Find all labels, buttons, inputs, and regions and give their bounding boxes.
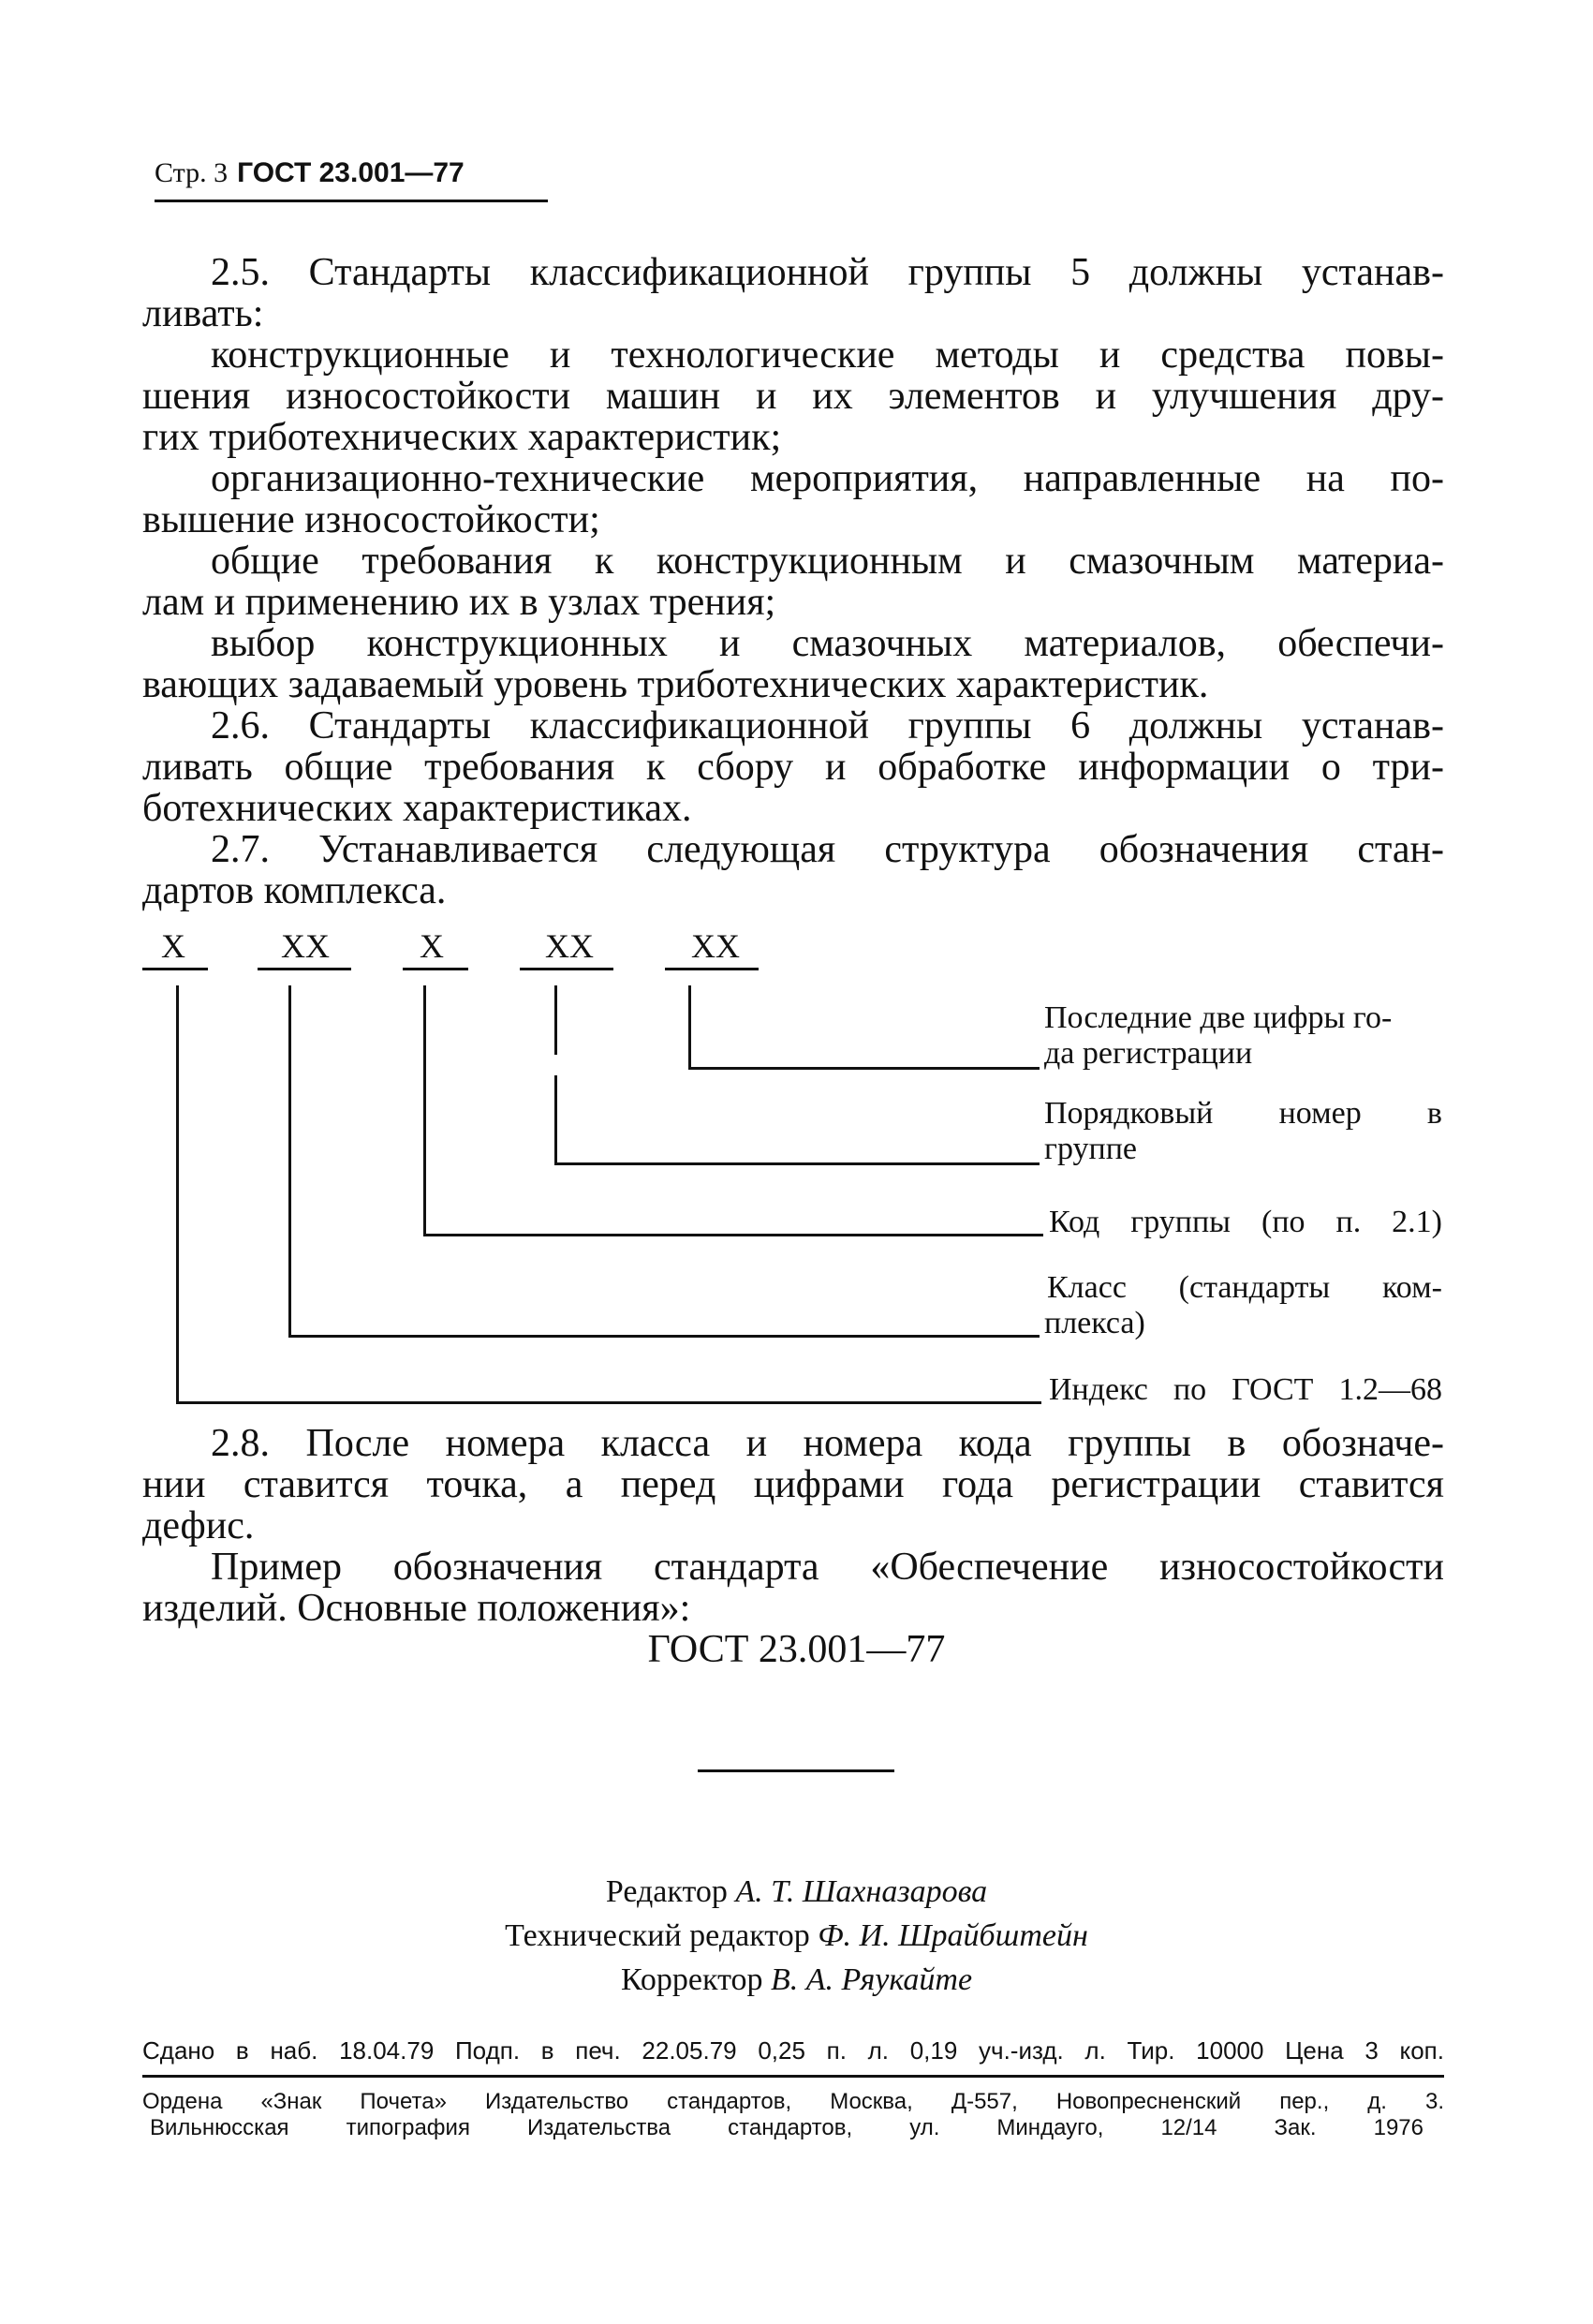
- scheme-underline: [665, 968, 759, 970]
- scheme-leader: [688, 1067, 1040, 1070]
- scheme-code-year: ХХ: [691, 927, 740, 965]
- scheme-connector: [688, 985, 691, 1070]
- page-number: Стр. 3: [155, 157, 229, 188]
- standard-number: ГОСТ 23.001—77: [237, 157, 465, 188]
- scheme-label-index: Индекс по ГОСТ 1.2—68: [1049, 1372, 1442, 1407]
- scheme-label-year: да регистрации: [1044, 1036, 1253, 1071]
- scheme-label-group: Код группы (по п. 2.1): [1049, 1205, 1442, 1239]
- section-separator: [698, 1769, 894, 1772]
- scheme-leader: [288, 1335, 1040, 1338]
- scheme-leader: [554, 1162, 1040, 1165]
- scheme-underline: [403, 968, 468, 970]
- scheme-connector: [423, 985, 426, 1236]
- scheme-label-class: Класс (стандарты ком-: [1047, 1270, 1442, 1305]
- paragraph-2-8-line: нии ставится точка, а перед цифрами года регистрации ставится: [142, 1463, 1444, 1506]
- paragraph-2-5-line: ливать:: [142, 292, 264, 335]
- paragraph-2-5-line: конструкционные и технологические методы и средства повы-: [211, 333, 1444, 377]
- scheme-leader: [423, 1234, 1043, 1236]
- imprint-line: Сдано в наб. 18.04.79 Подп. в печ. 22.05.79 0,25 п. л. 0,19 уч.-изд. л. Тир. 10000 Цена 3 коп.: [142, 2036, 1444, 2065]
- scheme-underline: [520, 968, 613, 970]
- paragraph-2-5-line: гих триботехнических характеристик;: [142, 416, 782, 459]
- credit-editor-label: Редактор: [605, 1874, 728, 1909]
- credit-editor-name: А. Т. Шахназарова: [735, 1874, 988, 1909]
- scheme-label-class: плекса): [1044, 1306, 1145, 1340]
- paragraph-2-7-line: дартов комплекса.: [142, 869, 447, 912]
- scheme-connector: [176, 985, 179, 1404]
- example-line: Пример обозначения стандарта «Обеспечение износостойкости: [211, 1546, 1444, 1589]
- paragraph-2-8-line: 2.8. После номера класса и номера кода группы в обозначе-: [211, 1422, 1444, 1465]
- paragraph-2-5-line: шения износостойкости машин и их элементов и улучшения дру-: [142, 375, 1444, 418]
- scheme-leader: [176, 1401, 1041, 1404]
- paragraph-2-6-line: ботехнических характеристиках.: [142, 787, 692, 830]
- example-line: изделий. Основные положения»:: [142, 1587, 691, 1630]
- scheme-label-order: Порядковый номер в: [1044, 1096, 1442, 1131]
- credit-tech-label: Технический редактор: [505, 1918, 810, 1953]
- scheme-connector: [554, 1075, 557, 1165]
- scheme-code-class: ХХ: [281, 927, 330, 965]
- paragraph-2-6-line: 2.6. Стандарты классификационной группы 6 должны устанав-: [211, 704, 1444, 748]
- scheme-label-order: группе: [1044, 1132, 1137, 1166]
- scheme-code-group: Х: [420, 927, 444, 965]
- scheme-connector: [554, 985, 557, 1055]
- paragraph-2-5-line: лам и применению их в узлах трения;: [142, 581, 776, 624]
- credit-corrector: [0, 1964, 1593, 1996]
- imprint-line: Вильнюсская типография Издательства стандартов, ул. Миндауго, 12/14 Зак. 1976: [150, 2115, 1423, 2140]
- paragraph-2-5-line: общие требования к конструкционным и смазочным материа-: [211, 540, 1444, 583]
- credit-tech-name: Ф. И. Шрайбштейн: [818, 1918, 1088, 1953]
- scheme-underline: [258, 968, 351, 970]
- scheme-code-index: Х: [161, 927, 185, 965]
- credit-tech-editor: [0, 1920, 1593, 1952]
- paragraph-2-6-line: ливать общие требования к сбору и обработке информации о три-: [142, 746, 1444, 789]
- credit-corr-label: Корректор: [620, 1962, 763, 1997]
- paragraph-2-5-line: выбор конструкционных и смазочных материалов, обеспечи-: [211, 622, 1444, 665]
- example-designation: ГОСТ 23.001—77: [647, 1628, 946, 1671]
- header-rule: [155, 200, 548, 202]
- paragraph-2-8-line: дефис.: [142, 1504, 255, 1547]
- paragraph-2-5-line: 2.5. Стандарты классификационной группы 5 должны устанав-: [211, 251, 1444, 294]
- imprint-line: Ордена «Знак Почета» Издательство стандартов, Москва, Д-557, Новопресненский пер., д. 3.: [142, 2089, 1444, 2114]
- credit-corr-name: В. А. Ряукайте: [771, 1962, 973, 1997]
- scheme-label-year: Последние две цифры го-: [1044, 1000, 1393, 1035]
- scheme-connector: [288, 985, 291, 1338]
- paragraph-2-7-line: 2.7. Устанавливается следующая структура обозначения стан-: [211, 828, 1444, 871]
- paragraph-2-5-line: организационно-технические мероприятия, направленные на по-: [211, 457, 1444, 500]
- paragraph-2-5-line: вышение износостойкости;: [142, 498, 600, 541]
- running-header: [155, 157, 465, 189]
- scheme-code-order: ХХ: [545, 927, 594, 965]
- paragraph-2-5-line: вающих задаваемый уровень триботехнических характеристик.: [142, 663, 1209, 706]
- scheme-underline: [142, 968, 208, 970]
- credit-editor: [0, 1876, 1593, 1908]
- imprint-rule: [142, 2075, 1444, 2078]
